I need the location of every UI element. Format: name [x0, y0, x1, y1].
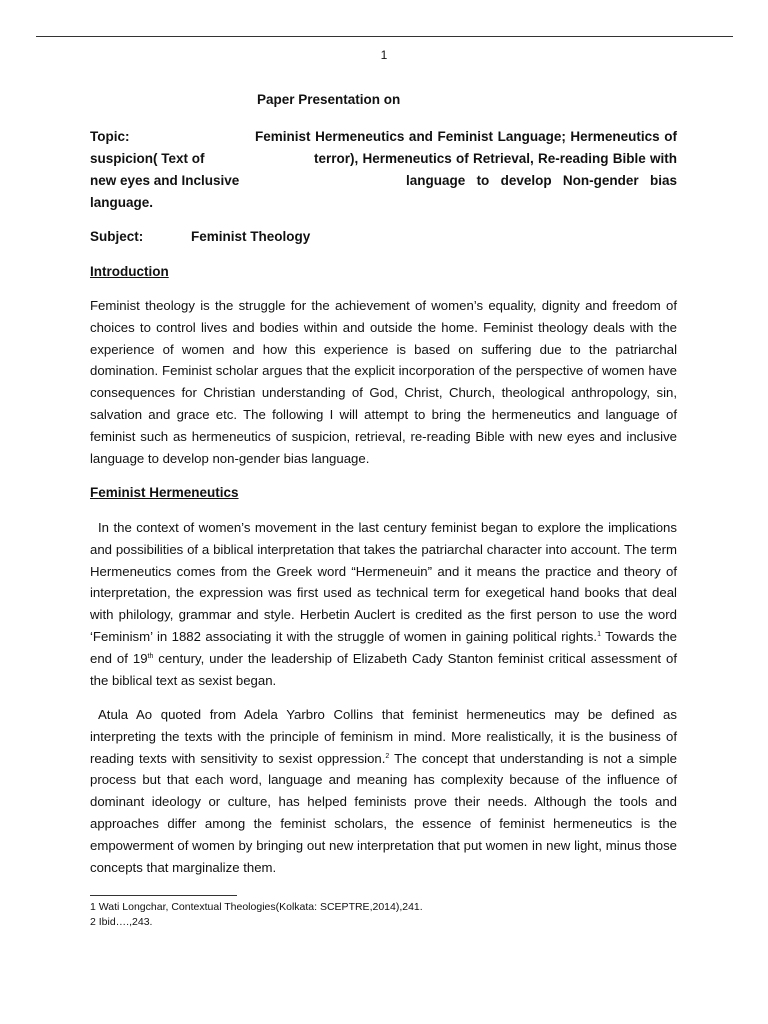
topic-line	[90, 192, 677, 214]
footnote-ref: 1	[597, 630, 601, 638]
subject-label: Subject:	[90, 229, 144, 244]
hermeneutics-paragraph-1	[90, 517, 677, 691]
paragraph-text: The concept that understanding is not a simple process but that each word, language and meaning has complexity because of the influence of dominant ideology or culture, has helped feminists prove their needs. Although the tools and approaches differ among the feminist scholars, the essence of feminist hermeneutics is the empowerment of women by bringing out new interpretation that put women in new light, minus those concepts that marginalize them.	[90, 750, 677, 875]
topic-line	[90, 126, 677, 148]
presentation-title: Paper Presentation on	[257, 92, 401, 107]
topic-block	[90, 126, 677, 214]
header-rule	[36, 36, 733, 37]
topic-text: new eyes and Inclusive	[90, 173, 240, 188]
paragraph-text: century, under the leadership of Elizabeth Cady Stanton feminist critical assessment of the biblical text as sexist began.	[90, 650, 678, 688]
feminist-hermeneutics-heading: Feminist Hermeneutics	[90, 485, 239, 500]
footnote-1: 1 Wati Longchar, Contextual Theologies(Kolkata: SCEPTRE,2014),241.	[90, 901, 423, 913]
paragraph-text: In the context of women’s movement in the last century feminist began to explore the implications and possibilities of a biblical interpretation that takes the patriarchal character into account. The term Hermeneutics comes from the Greek word “Hermeneuin” and it means the practice and theory of interpretation, the expression was first used as technical term for exegetical hand books that deal with philology, grammar and style. Herbetin Auclert is credited as the first person to use the word ‘Feminism’ in 1882 associating it with the struggle of women in gaining political rights.	[90, 520, 677, 644]
paragraph-text: Atula Ao quoted from Adela Yarbro Collins that feminist hermeneutics may be defined as interpreting the texts with the principle of feminism in mind. More realistically, it is the business of reading texts with sensitivity to sexist oppression.	[90, 707, 677, 766]
topic-line	[90, 148, 677, 170]
footnote-ref: 2	[385, 752, 390, 760]
topic-text: suspicion( Text of	[90, 151, 205, 166]
topic-label: Topic:	[90, 129, 130, 144]
paragraph-text: Towards the end of 19	[90, 628, 678, 666]
footnote-2: 2 Ibid….,243.	[90, 916, 153, 928]
topic-line	[90, 170, 677, 192]
subject-value: Feminist Theology	[191, 229, 311, 244]
hermeneutics-paragraph-2	[90, 704, 677, 878]
topic-text: language.	[90, 195, 154, 210]
topic-text: language to develop Non-gender bias	[406, 173, 677, 188]
footnote-rule	[90, 895, 237, 896]
page-number: 1	[380, 48, 388, 62]
subject-row	[90, 226, 311, 248]
topic-text: terror), Hermeneutics of Retrieval, Re-reading Bible with	[314, 151, 677, 166]
introduction-paragraph: Feminist theology is the struggle for the achievement of women’s equality, dignity and freedom of choices to control lives and bodies within and outside the home. Feminist theology deals with the experience of women and how this experience is based on suffering due to the patriarchal domination. Feminist scholar argues that the explicit incorporation of the perspective of women have consequences for Christian understanding of God, Christ, Church, theological anthropology, sin, salvation and grace etc. The following I will attempt to bring the hermeneutics and language of feminist such as hermeneutics of suspicion, retrieval, re-reading Bible with new eyes and inclusive language to develop non-gender bias language.	[90, 298, 677, 466]
topic-text: Feminist Hermeneutics and Feminist Language; Hermeneutics of	[255, 129, 677, 144]
introduction-heading: Introduction	[90, 264, 169, 279]
superscript: th	[147, 652, 154, 660]
